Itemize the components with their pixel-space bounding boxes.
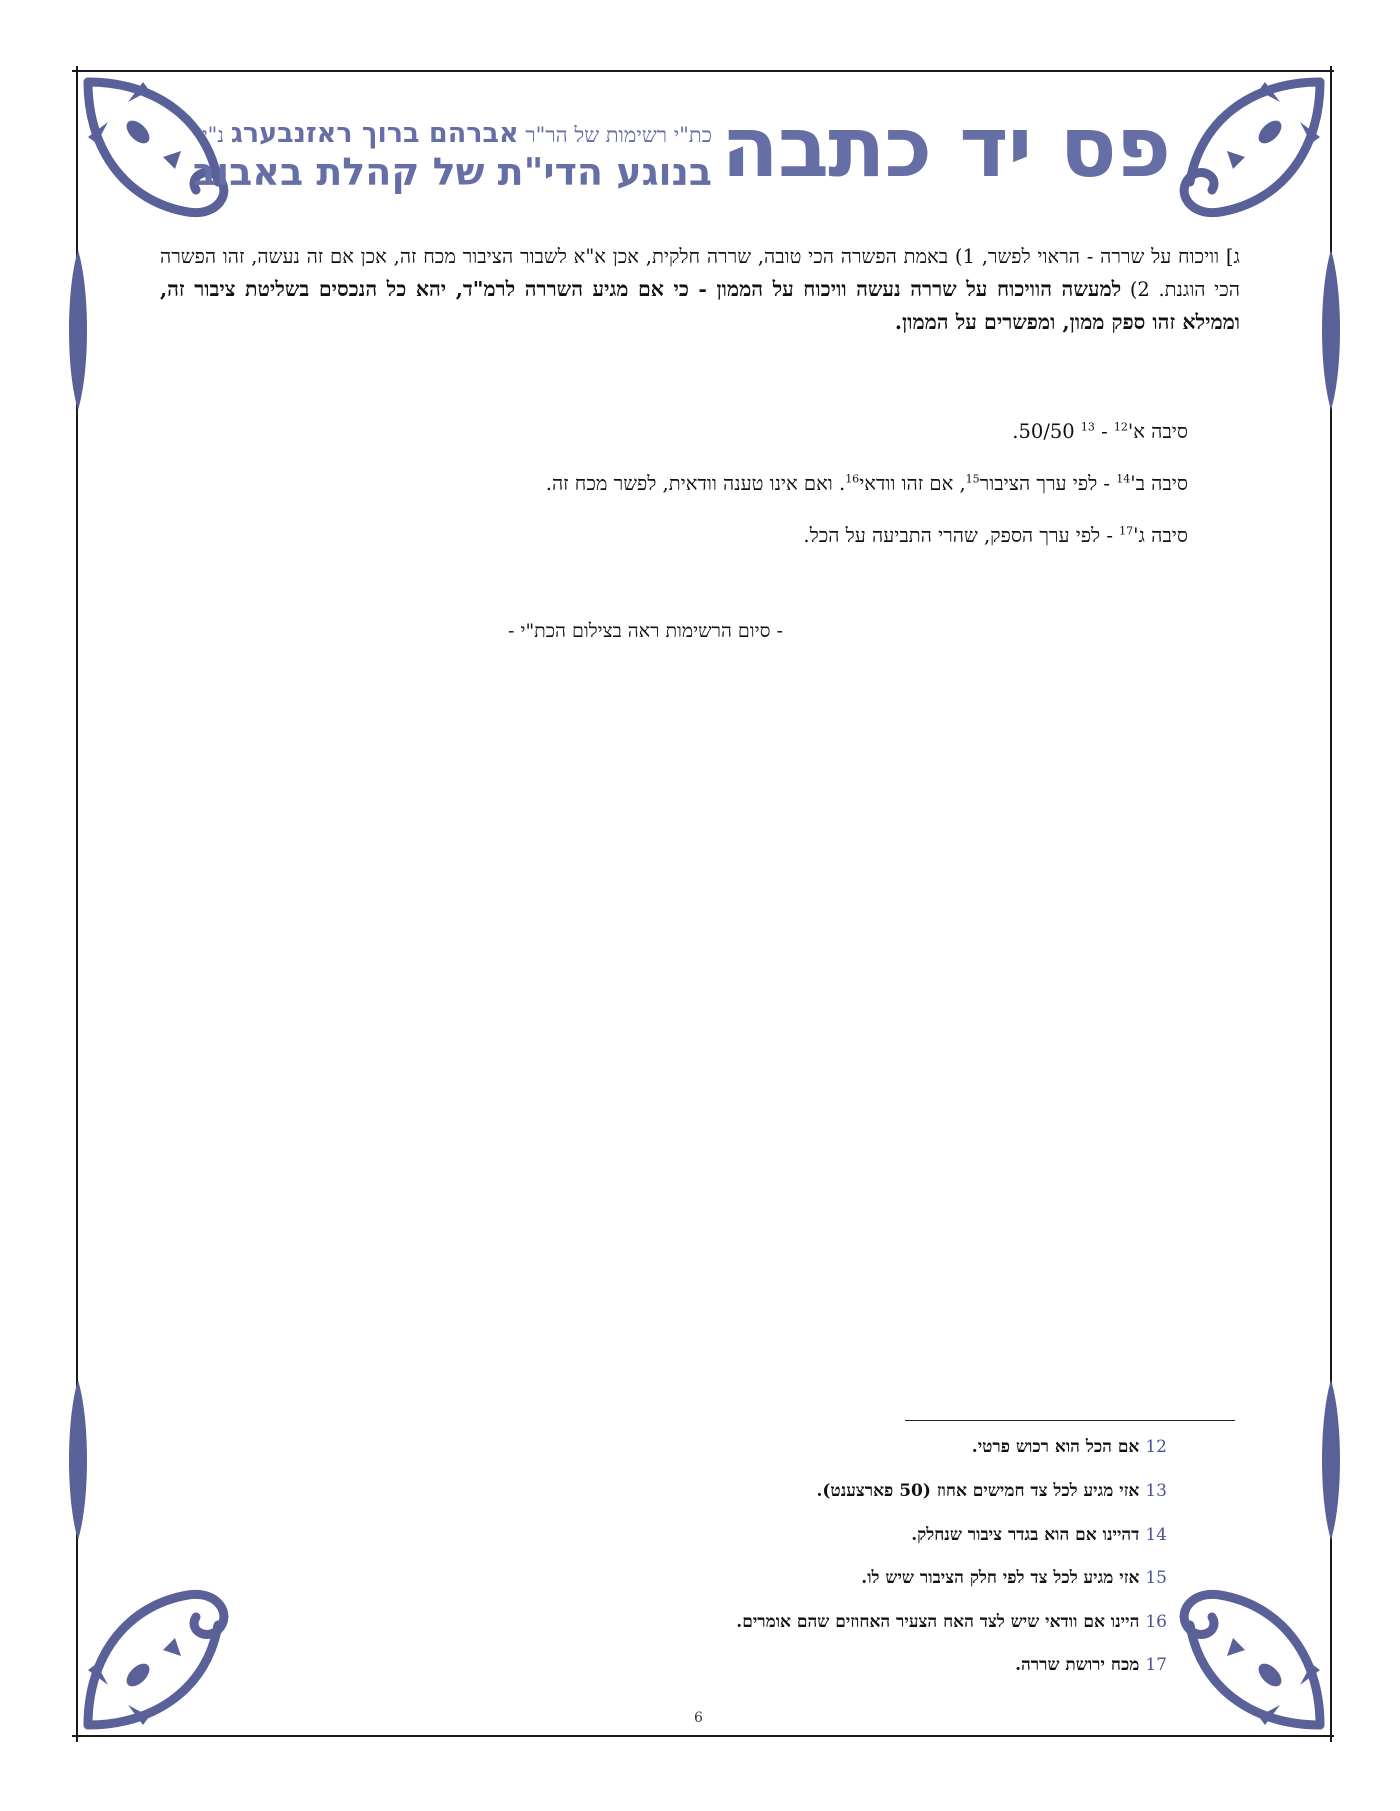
reason-item-2: [546, 472, 1188, 496]
footnote-ref: 17: [1119, 524, 1134, 538]
footnote-14: [911, 1525, 1167, 1545]
corner-ornament-top-right: [1150, 62, 1340, 252]
footnote-number: 14: [1145, 1525, 1167, 1545]
reason-text: , אם זהו וודאי: [859, 472, 966, 495]
reason-label: סיבה א': [1127, 420, 1188, 443]
footnote-ref: 13: [1080, 420, 1095, 434]
reason-text: - לפי ערך הספק, שהרי התביעה על הכל.: [803, 524, 1120, 547]
corner-ornament-bottom-left: [68, 1555, 258, 1745]
reason-item-1: [1012, 420, 1188, 444]
footnote-ref: 16: [845, 472, 860, 486]
subtitle-author-line: [202, 118, 712, 149]
footnote-13: [816, 1481, 1167, 1501]
footnote-text: דהיינו אם הוא בגדר ציבור שנחלק.: [911, 1525, 1140, 1545]
footnote-number: 13: [1145, 1481, 1167, 1501]
subtitle-topic: בנוגע הדי"ת של קהלת באבוב: [192, 150, 712, 194]
subtitle-suffix: נ"י: [202, 123, 225, 147]
footnote-ref: 12: [1113, 420, 1128, 434]
main-paragraph: [160, 240, 1240, 339]
reason-item-3: [803, 524, 1188, 548]
page-title: פס יד כתבה: [721, 98, 1170, 196]
subtitle-author-name: אברהם ברוך ראזנבערג: [230, 118, 519, 149]
footnote-text: היינו אם וודאי שיש לצד האח הצעיר האחוזים שהם אומרים.: [736, 1612, 1140, 1632]
side-ornament-right-lower: [1319, 1380, 1343, 1540]
footnote-ref: 15: [965, 472, 980, 486]
corner-ornament-bottom-right: [1150, 1555, 1340, 1745]
side-ornament-left-upper: [66, 250, 90, 410]
reason-text: - לפי ערך הציבור: [979, 472, 1117, 495]
footnote-number: 15: [1145, 1568, 1167, 1588]
reason-text: -: [1094, 420, 1114, 443]
paragraph-bold-text: למעשה הוויכוח על שררה נעשה וויכוח על הממון - כי אם מגיע השררה לרמ"ד, יהא כל הנכסים בשליטת ציבור זה, וממילא זהו ספק ממון, ומפשרים על הממון.: [160, 277, 1240, 334]
footnote-text: אזי מגיע לכל צד לפי חלק הציבור שיש לו.: [861, 1568, 1140, 1588]
reason-label: סיבה ב': [1130, 472, 1188, 495]
footnote-number: 12: [1145, 1437, 1167, 1457]
reason-text: . ואם אינו טענה וודאית, לפשר מכח זה.: [545, 472, 846, 495]
footnote-ref: 14: [1116, 472, 1131, 486]
reason-label: סיבה ג': [1133, 524, 1188, 547]
page-number: 6: [694, 1710, 703, 1726]
closing-note: - סיום הרשימות ראה בצילום הכת"י -: [508, 620, 783, 642]
footnote-16: [736, 1612, 1167, 1632]
footnote-separator: [905, 1420, 1235, 1421]
footnote-text: אם הכל הוא רכוש פרטי.: [971, 1437, 1140, 1457]
reason-text: 50/50.: [1012, 420, 1075, 443]
footnote-15: [861, 1568, 1167, 1588]
footnote-17: [1015, 1655, 1167, 1675]
frame-top-line: [72, 70, 1334, 72]
side-ornament-right-upper: [1319, 250, 1343, 410]
footnote-12: [972, 1437, 1167, 1457]
footnote-text: אזי מגיע לכל צד חמישים אחוז (50 פארצענט).: [816, 1481, 1140, 1501]
side-ornament-left-lower: [66, 1380, 90, 1540]
footnote-text: מכח ירושת שררה.: [1015, 1655, 1140, 1675]
footnote-number: 16: [1145, 1612, 1167, 1632]
paragraph-text: ג] וויכוח על שררה - הראוי לפשר, 1) באמת הפשרה הכי טובה, שררה חלקית, אכן א"א לשבור הציבור מכח זה, אכן אם זה נעשה, זהו הפשרה הכי הוגנת. 2): [160, 245, 1240, 301]
subtitle-prefix: כת"י רשימות של הר"ר: [525, 123, 712, 147]
frame-bottom-line: [72, 1735, 1334, 1737]
footnote-number: 17: [1145, 1655, 1167, 1675]
